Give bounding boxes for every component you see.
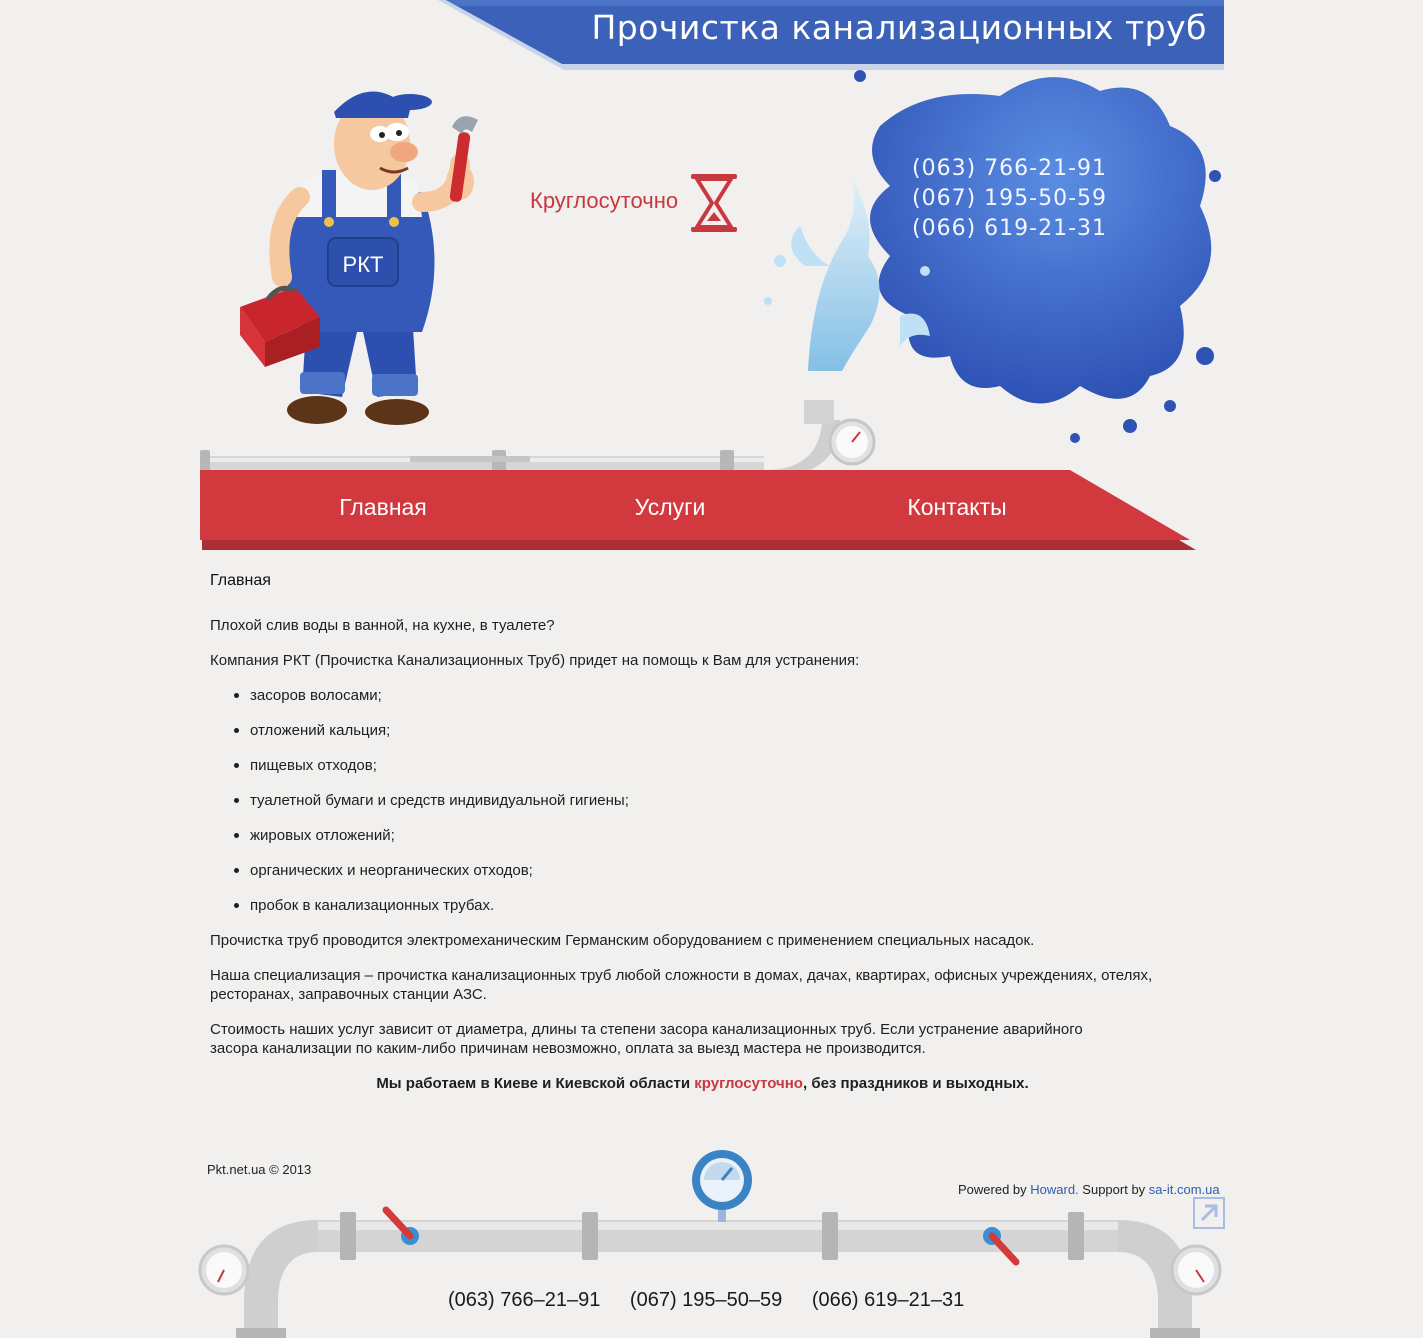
footer-phone[interactable]: (066) 619–21–31 (811, 1289, 965, 1311)
list-item: пищевых отходов; (234, 756, 1195, 775)
list-item: органических и неорганических отходов; (234, 861, 1195, 880)
footer-phone[interactable]: (067) 195–50–59 (629, 1289, 783, 1311)
pressure-gauge-icon (692, 1150, 752, 1222)
footer-phone[interactable]: (063) 766–21–91 (448, 1289, 601, 1311)
problems-list (234, 686, 1195, 915)
top-pipe-decoration (200, 400, 900, 481)
hero-phone[interactable]: (063) 766-21-91 (912, 156, 1108, 181)
closing-text: , без праздников и выходных. (802, 1075, 1029, 1092)
page-title: Главная (210, 572, 271, 589)
pricing-line: засора канализации по каким-либо причинам невозможно, оплата за выезд мастера не производится. (210, 1040, 926, 1057)
credits-text: Support by (1078, 1182, 1149, 1197)
intro-company: Компания РКТ (Прочистка Канализационных Труб) придет на помощь к Вам для устранения: (210, 652, 860, 669)
pricing-text (210, 1020, 1195, 1058)
equipment-text: Прочистка труб проводится электромеханическим Германским оборудованием с применением специальных насадок. (210, 932, 1035, 949)
intro-question: Плохой слив воды в ванной, на кухне, в туалете? (210, 617, 555, 634)
plumber-mascot (232, 72, 502, 437)
site-title: Прочистка канализационных труб (591, 8, 1207, 47)
main-navigation (200, 470, 1196, 550)
title-banner (438, 0, 1224, 70)
closing-accent: круглосуточно (694, 1075, 803, 1092)
footer-phone-list (448, 1289, 988, 1312)
specialization-text: Наша специализация – прочистка канализационных труб любой сложности в домах, дачах, квартирах, офисных учреждениях, отелях, ресторанах, заправочных станции АЗС. (210, 967, 1153, 1003)
credits-text: Powered by (958, 1182, 1031, 1197)
nav-item-contacts[interactable]: Контакты (907, 494, 1007, 520)
nav-item-services[interactable]: Услуги (634, 494, 706, 520)
mascot-badge: РКТ (342, 252, 384, 277)
sa-it-link[interactable]: sa-it.com.ua (1148, 1182, 1220, 1197)
hero-phone[interactable]: (066) 619-21-31 (912, 216, 1108, 241)
closing-statement (210, 1074, 1195, 1093)
main-content (210, 572, 1195, 1109)
list-item: туалетной бумаги и средств индивидуальной гигиены; (234, 791, 1195, 810)
pressure-gauge-icon (1172, 1246, 1220, 1294)
closing-text: Мы работаем в Киеве и Киевской области (376, 1075, 695, 1092)
list-item: пробок в канализационных трубах. (234, 896, 1195, 915)
pressure-gauge-icon (200, 1246, 248, 1294)
copyright: Pkt.net.ua © 2013 (207, 1162, 312, 1177)
pricing-line: Стоимость наших услуг зависит от диаметра, длины та степени засора канализационных труб. Если устранение аварийного (210, 1021, 1083, 1038)
list-item: отложений кальция; (234, 721, 1195, 740)
howard-link[interactable]: Howard. (1030, 1182, 1079, 1197)
around-the-clock-label: Круглосуточно (530, 188, 679, 213)
hero-phone[interactable]: (067) 195-50-59 (912, 186, 1108, 211)
list-item: жировых отложений; (234, 826, 1195, 845)
list-item: засоров волосами; (234, 686, 1195, 705)
hero-phone-list (912, 154, 1107, 244)
hourglass-icon (689, 172, 739, 239)
nav-item-home[interactable]: Главная (339, 494, 427, 520)
